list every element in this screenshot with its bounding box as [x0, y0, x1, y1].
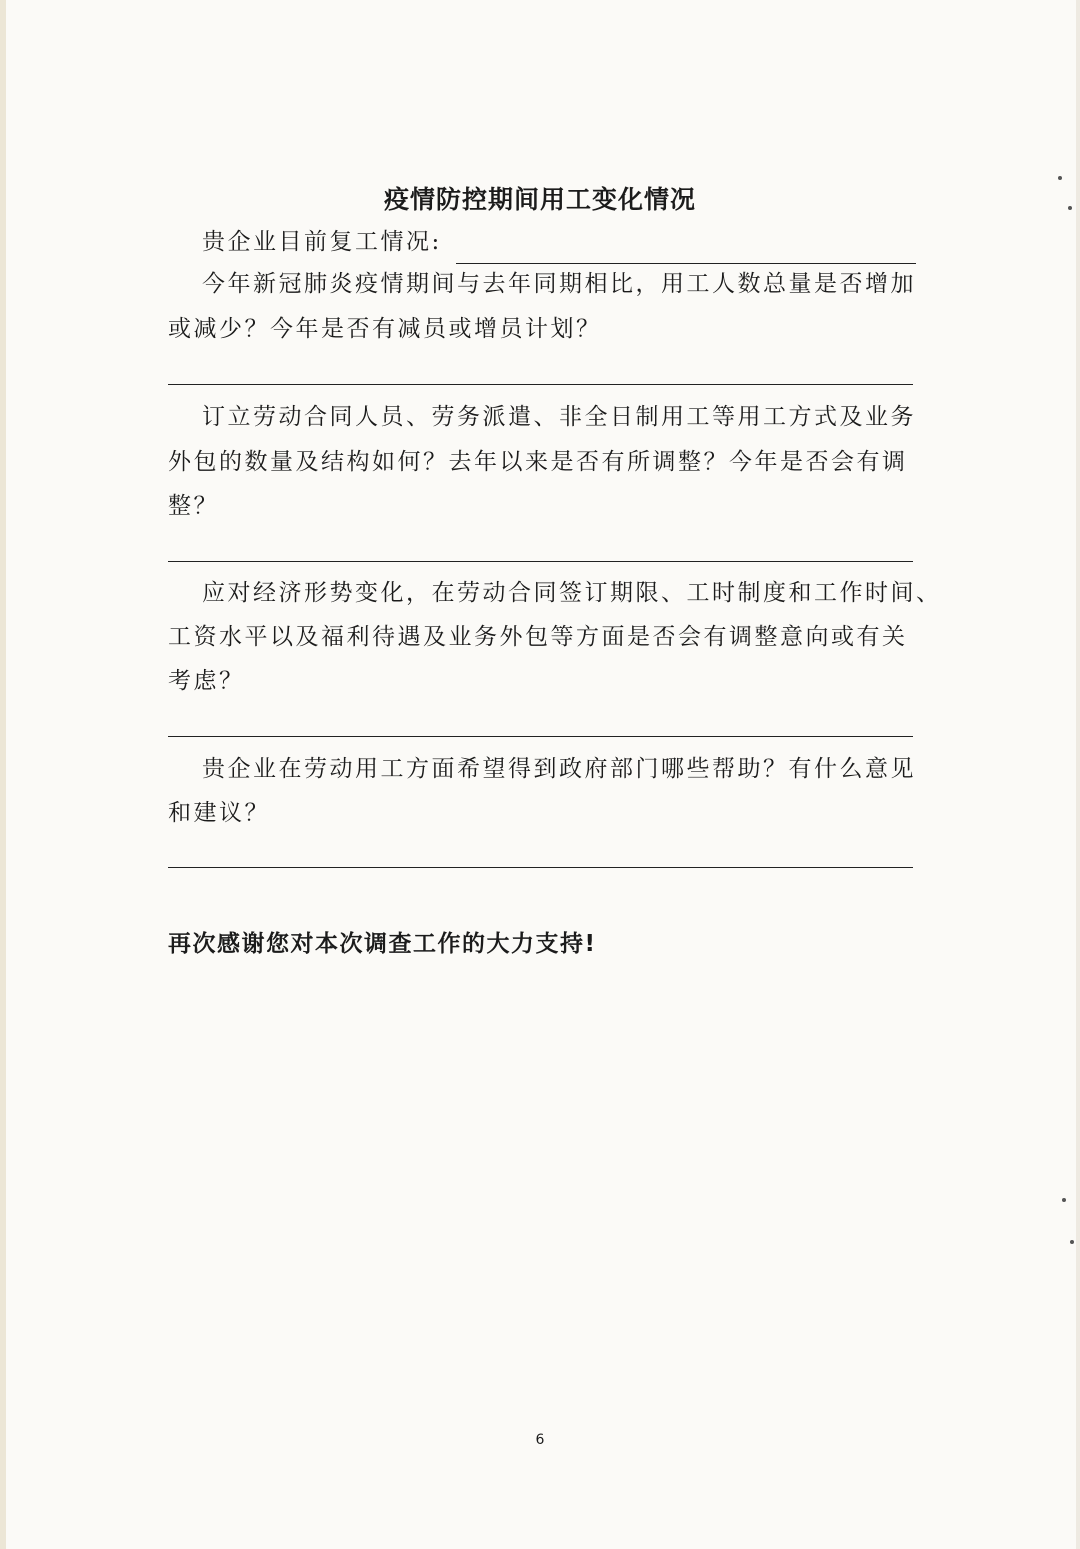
- answer-line-1[interactable]: [456, 235, 916, 264]
- page-number: 6: [535, 1432, 545, 1448]
- question-3-line-1: 订立劳动合同人员、劳务派遣、非全日制用工等用工方式及业务: [202, 404, 916, 430]
- thanks-note: 再次感谢您对本次调查工作的大力支持!: [168, 931, 597, 957]
- scan-speck: [1070, 1240, 1074, 1244]
- answer-line-2[interactable]: [168, 384, 913, 385]
- question-1-label: 贵企业目前复工情况:: [202, 229, 442, 255]
- scan-speck: [1062, 1198, 1066, 1202]
- question-2-line-2: 或减少？今年是否有减员或增员计划？: [168, 316, 602, 342]
- scan-speck: [1058, 176, 1062, 180]
- page-title: 疫情防控期间用工变化情况: [383, 185, 696, 214]
- question-3-line-3: 整？: [168, 493, 219, 519]
- question-4-line-1: 应对经济形势变化，在劳动合同签订期限、工时制度和工作时间、: [202, 580, 942, 606]
- answer-line-3[interactable]: [168, 561, 913, 562]
- answer-line-4[interactable]: [168, 736, 913, 737]
- question-4-line-3: 考虑？: [168, 668, 245, 694]
- question-5-line-2: 和建议？: [168, 800, 270, 826]
- scan-speck: [1068, 206, 1072, 210]
- question-3-line-2: 外包的数量及结构如何？去年以来是否有所调整？今年是否会有调: [168, 449, 908, 475]
- question-5-line-1: 贵企业在劳动用工方面希望得到政府部门哪些帮助？有什么意见: [202, 756, 916, 782]
- question-4-line-2: 工资水平以及福利待遇及业务外包等方面是否会有调整意向或有关: [168, 624, 908, 650]
- question-2-line-1: 今年新冠肺炎疫情期间与去年同期相比，用工人数总量是否增加: [202, 271, 916, 297]
- answer-line-5[interactable]: [168, 867, 913, 868]
- question-1: [168, 220, 947, 264]
